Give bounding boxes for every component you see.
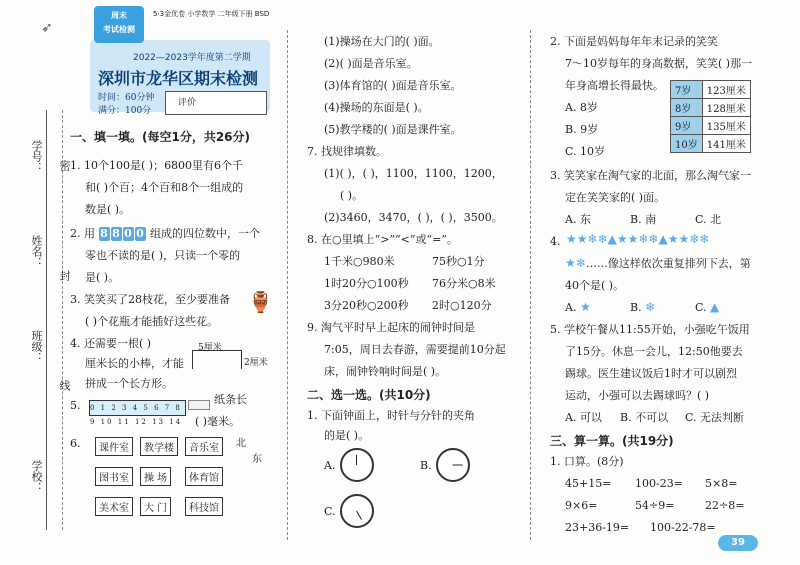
q4-line: 拼成一个长方形。 xyxy=(85,377,173,390)
q9-line: 9. 淘气平时早上起床的闹钟时间是 xyxy=(307,321,475,334)
clock-icon[interactable] xyxy=(436,448,470,482)
map-cell: 操 场 xyxy=(140,467,171,486)
option-label: C. xyxy=(695,301,707,314)
c3-q5-line: 运动，小强可以去踢球吗？( ) xyxy=(565,389,710,402)
c3-q5-option[interactable]: A. 可以 xyxy=(565,411,602,424)
q1-line: 数是( )。 xyxy=(85,203,131,216)
q6-sub: (3)体育馆的( )面是音乐室。 xyxy=(324,79,462,92)
c3-q5-line: 了15分。休息一会儿，12:50他要去 xyxy=(565,345,743,358)
time-text: 时间：60分钟 xyxy=(98,93,155,103)
calc-item: 9×6= xyxy=(565,499,598,512)
digit-card: 0 xyxy=(124,227,132,240)
c3-q4-option[interactable] xyxy=(695,300,719,315)
star-icon: ★ xyxy=(579,300,591,314)
section3-title: 三、算一算。(共19分) xyxy=(550,434,674,448)
q5-answer: ( )毫米。 xyxy=(195,415,241,428)
binding-dashed-line xyxy=(62,110,63,530)
seal-char: 线 xyxy=(58,380,71,391)
page-number: 39 xyxy=(718,535,758,551)
term-text: 2022—2023学年度第二学期 xyxy=(133,53,251,63)
height-table xyxy=(670,80,751,153)
school-label: 学校： xyxy=(30,460,43,493)
column-divider xyxy=(530,30,531,540)
c3-q5-line: 踢球。医生建议饭后1时才可以剧烈 xyxy=(565,367,737,380)
calc-item: 45+15= xyxy=(565,477,612,490)
q2-prefix: 2. 用 xyxy=(70,227,95,240)
age-cell: 10岁 xyxy=(671,135,703,153)
c3-q3-option[interactable]: C. 北 xyxy=(695,213,722,226)
digit-card: 8 xyxy=(112,227,120,240)
map-cell: 教学楼 xyxy=(140,437,178,456)
logo-badge: 周末 考试检测 xyxy=(94,6,144,43)
q2-suffix: 组成的四位数中，一个 xyxy=(150,227,260,240)
evaluation-box xyxy=(165,91,267,115)
clock-icon[interactable] xyxy=(340,448,374,482)
map-cell: 体育馆 xyxy=(185,467,223,486)
q8-line: 8. 在○里填上“>”“<”或“=”。 xyxy=(307,233,458,246)
clock-option-label: B. xyxy=(420,459,432,472)
class-label: 班级： xyxy=(30,330,43,363)
age-cell: 7岁 xyxy=(671,81,703,99)
s3-q1-title: 1. 口算。(8分) xyxy=(550,455,624,468)
c3-q5-line: 5. 学校午餐从11:55开始，小强吃午饭用 xyxy=(550,323,750,336)
calc-item: 22÷8= xyxy=(705,499,745,512)
compare-item: 2时○120分 xyxy=(432,299,492,312)
c3-q2-line: 7～10岁每年的身高数据，笑笑( )那一 xyxy=(565,57,753,70)
c3-q2-option[interactable]: C. 10岁 xyxy=(565,145,606,158)
q4-line: 4. 还需要一根( ) xyxy=(70,337,152,350)
pattern-sequence-icon: ★★❄❄▲★★❄❄▲★★❄❄ xyxy=(566,232,710,246)
q7-line: (2)3460，3470，( )，( )，3500。 xyxy=(324,211,503,224)
calc-item: 5×8= xyxy=(705,477,738,490)
q6-sub: (2)( )面是音乐室。 xyxy=(324,57,418,70)
calc-item: 100-23= xyxy=(635,477,683,490)
triangle-icon: ▲ xyxy=(710,300,720,314)
q6-sub: (1)操场在大门的( )面。 xyxy=(324,35,440,48)
rocket-icon: ➶ xyxy=(41,20,53,36)
ruler: 0 1 2 3 4 5 6 7 8 9 10 11 12 13 14 xyxy=(89,400,186,416)
height-cell: 123厘米 xyxy=(702,81,750,99)
option-label: B. xyxy=(630,301,642,314)
map-cell: 科技馆 xyxy=(185,497,223,516)
q5-text: 纸条长 xyxy=(214,393,247,406)
evaluation-label: 评价 xyxy=(178,98,197,108)
table-row xyxy=(671,81,751,99)
series-text: 5·3金优卷 小学数学 二年级下册 BSD xyxy=(153,10,270,18)
q7-line: (1)( )，( )，1100，1100，1200， xyxy=(324,167,503,180)
seal-char: 密 xyxy=(58,160,71,171)
q4-line: 厘米长的小棒，才能 xyxy=(85,357,184,370)
c3-q4-line: 40个是( )。 xyxy=(565,279,625,292)
q9-line: 7:05，周日去春游，需要提前10分起 xyxy=(324,343,506,356)
map-cell: 音乐室 xyxy=(185,437,223,456)
age-cell: 8岁 xyxy=(671,99,703,117)
q6-sub: (5)教学楼的( )面是课件室。 xyxy=(324,123,462,136)
clock-option-label: A. xyxy=(324,459,336,472)
c3-q3-line: 3. 笑笑家在淘气家的北面，那么淘气家一 xyxy=(550,169,751,182)
q6-sub: (4)操场的东面是( )。 xyxy=(324,101,429,114)
q1-line: 1. 10个100是( )；6800里有6个千 xyxy=(70,159,244,172)
calc-item: 23+36-19= xyxy=(565,521,630,534)
width-label: 2厘米 xyxy=(244,358,268,368)
c3-q2-option[interactable]: A. 8岁 xyxy=(565,101,598,114)
snowflake-icon: ❄ xyxy=(645,300,656,314)
north-label: 北 xyxy=(236,438,246,449)
binding-line xyxy=(46,110,47,530)
q7-line: ( )。 xyxy=(340,189,364,202)
name-label: 姓名： xyxy=(30,235,43,268)
student-id-label: 学号： xyxy=(30,140,43,173)
q7-line: 7. 找规律填数。 xyxy=(307,145,387,158)
table-row xyxy=(671,117,751,135)
q2-line: 是( )。 xyxy=(85,271,120,284)
clock-icon[interactable] xyxy=(340,494,374,528)
option-label: A. xyxy=(565,301,577,314)
q3-line: 3. 笑笑买了28枝花，至少要准备 xyxy=(70,293,230,306)
column-divider xyxy=(287,30,288,540)
q3-line: ( )个花瓶才能插好这些花。 xyxy=(85,315,219,328)
compare-item: 1千米○980米 xyxy=(324,255,395,268)
paper-strip xyxy=(188,400,210,410)
c3-q4-option[interactable] xyxy=(630,300,655,315)
c3-q3-option[interactable]: A. 东 xyxy=(565,213,591,226)
calc-item: 54÷9= xyxy=(635,499,675,512)
compare-item: 75秒○1分 xyxy=(432,255,485,268)
c3-q2-option[interactable]: B. 9岁 xyxy=(565,123,599,136)
c3-q4-option[interactable] xyxy=(565,300,591,315)
section2-title: 二、选一选。(共10分) xyxy=(307,388,431,402)
digit-card: 0 xyxy=(136,227,144,240)
height-cell: 128厘米 xyxy=(702,99,750,117)
height-cell: 135厘米 xyxy=(702,117,750,135)
c3-q3-line: 定在笑笑家的( )面。 xyxy=(565,191,666,204)
east-label: 东 xyxy=(252,454,262,465)
compare-item: 1时20分○100秒 xyxy=(324,277,409,290)
clock-option-label: C. xyxy=(324,505,336,518)
height-cell: 141厘米 xyxy=(702,135,750,153)
digit-card: 8 xyxy=(100,227,108,240)
c3-q4-text: ……像这样依次重复排列下去，第 xyxy=(585,257,751,270)
score-text: 满分：100分 xyxy=(98,106,152,116)
c3-q2-line: 2. 下面是妈妈每年年末记录的笑笑 xyxy=(550,35,718,48)
compare-item: 3分20秒○200秒 xyxy=(324,299,409,312)
length-label: 5厘米 xyxy=(198,343,222,353)
flower-vase-icon: 🏺 xyxy=(248,290,273,314)
map-cell: 美术室 xyxy=(95,497,133,516)
s2-q1-line: 1. 下面钟面上，时针与分针的夹角 xyxy=(307,409,475,422)
star-icon: ★❄ xyxy=(565,256,586,270)
q9-line: 床，闹钟铃响时间是( )。 xyxy=(324,365,447,378)
c3-q4-number: 4. xyxy=(550,235,561,248)
s2-q1-line: 的是( )。 xyxy=(324,429,370,442)
map-cell: 大 门 xyxy=(140,497,171,516)
seal-char: 封 xyxy=(58,270,71,281)
q1-line: 和( )个百；4个百和8个一组成的 xyxy=(85,181,244,194)
c3-q2-line: 年身高增长得最快。 xyxy=(565,79,664,92)
page-title: 深圳市龙华区期末检测 xyxy=(98,69,259,88)
table-row xyxy=(671,135,751,153)
compare-item: 76分米○8米 xyxy=(432,277,496,290)
table-row xyxy=(671,99,751,117)
c3-q4-line xyxy=(565,256,751,271)
q6-number: 6. xyxy=(70,437,81,450)
age-cell: 9岁 xyxy=(671,117,703,135)
map-cell: 图书室 xyxy=(95,467,133,486)
c3-q5-option[interactable]: C. 无法判断 xyxy=(685,411,745,424)
map-cell: 课件室 xyxy=(95,437,133,456)
q5-number: 5. xyxy=(70,399,81,412)
q2-line xyxy=(70,226,260,241)
section1-title: 一、填一填。(每空1分，共26分) xyxy=(70,130,251,144)
calc-item: 100-22-78= xyxy=(650,521,716,534)
c3-q5-option[interactable]: B. 不可以 xyxy=(620,411,669,424)
q2-line: 零也不读的是( )，只读一个零的 xyxy=(85,249,241,262)
c3-q3-option[interactable]: B. 南 xyxy=(630,213,657,226)
